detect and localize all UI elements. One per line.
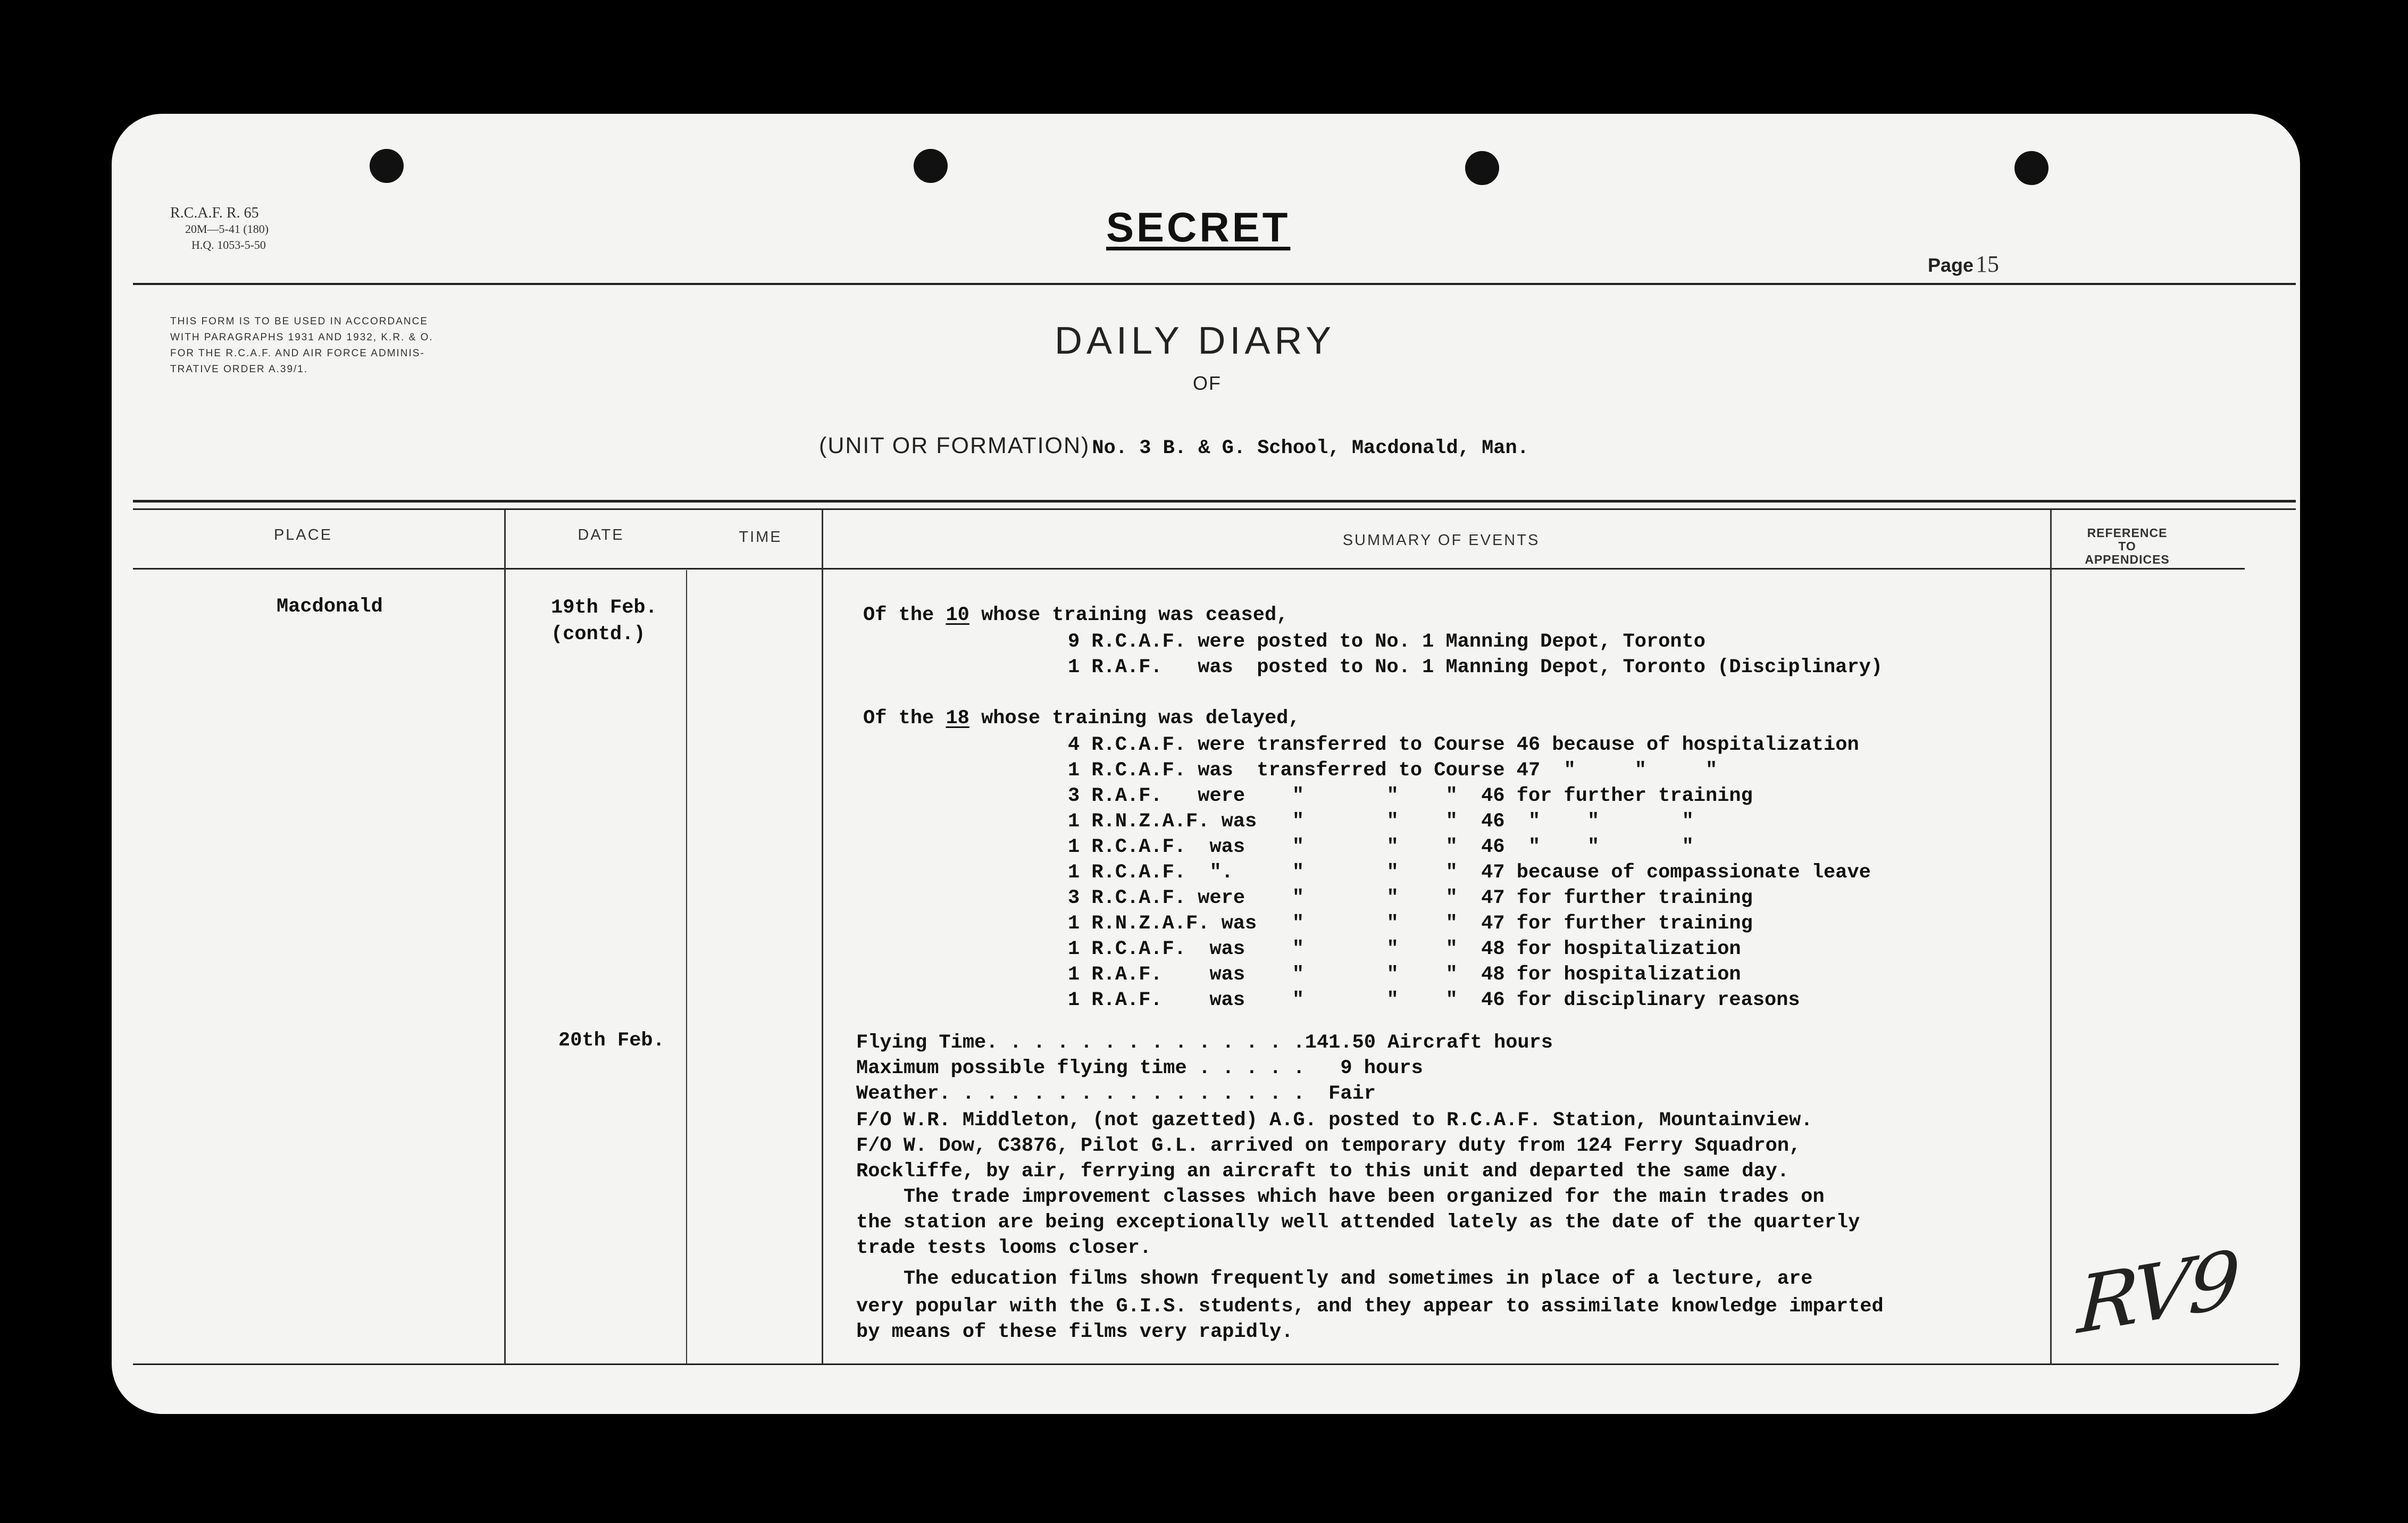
unit-label: (UNIT OR FORMATION) bbox=[819, 433, 1090, 458]
summary-intro-delayed bbox=[863, 707, 1300, 730]
entry-place: Macdonald bbox=[277, 596, 383, 618]
punch-hole bbox=[2014, 151, 2049, 185]
summary-line: Flying Time. . . . . . . . . . . . . .141.50 Aircraft hours bbox=[856, 1032, 1553, 1054]
col-header-reference-line: APPENDICES bbox=[2085, 553, 2170, 566]
col-header-place: PLACE bbox=[273, 526, 333, 543]
summary-line: 3 R.C.A.F. were " " " 47 for further training bbox=[1068, 887, 1753, 909]
handwritten-initials: RV9 bbox=[2076, 1233, 2239, 1352]
form-title-of: OF bbox=[1193, 372, 1222, 394]
header-row-rule bbox=[133, 568, 2245, 570]
unit-line bbox=[819, 433, 1529, 459]
column-divider bbox=[504, 510, 506, 1363]
summary-line: Rockliffe, by air, ferrying an aircraft to this unit and departed the same day. bbox=[856, 1160, 1790, 1183]
unit-value: No. 3 B. & G. School, Macdonald, Man. bbox=[1092, 437, 1529, 459]
summary-line: by means of these films very rapidly. bbox=[856, 1321, 1293, 1343]
diary-form-card bbox=[112, 114, 2300, 1414]
usage-note-line: FOR THE R.C.A.F. AND AIR FORCE ADMINIS- bbox=[170, 348, 425, 359]
summary-line: 1 R.C.A.F. was " " " 46 " " " bbox=[1068, 836, 1694, 858]
summary-intro-count: 10 bbox=[946, 604, 969, 626]
entry-date: 19th Feb. bbox=[551, 597, 657, 619]
summary-line: 4 R.C.A.F. were transferred to Course 46 because of hospitalization bbox=[1068, 734, 1859, 756]
summary-line: trade tests looms closer. bbox=[856, 1237, 1152, 1259]
summary-line: very popular with the G.I.S. students, and they appear to assimilate knowledge imparted bbox=[856, 1295, 1884, 1318]
summary-line: F/O W.R. Middleton, (not gazetted) A.G. posted to R.C.A.F. Station, Mountainview. bbox=[856, 1109, 1813, 1132]
form-code-line: H.Q. 1053-5-50 bbox=[191, 238, 266, 252]
entry-date-contd: (contd.) bbox=[551, 623, 646, 646]
col-header-date: DATE bbox=[578, 526, 624, 543]
summary-intro-text: whose training was delayed, bbox=[969, 707, 1300, 730]
classification-stamp: SECRET bbox=[1106, 204, 1291, 250]
summary-line: 3 R.A.F. were " " " 46 for further training bbox=[1068, 785, 1753, 807]
punch-hole bbox=[1465, 151, 1499, 185]
summary-intro-count: 18 bbox=[946, 707, 969, 730]
summary-line: the station are being exceptionally well attended lately as the date of the quarterly bbox=[856, 1211, 1860, 1234]
punch-hole bbox=[914, 149, 948, 183]
summary-line: Maximum possible flying time . . . . . 9 hours bbox=[856, 1057, 1423, 1080]
col-header-reference-line: TO bbox=[2118, 539, 2136, 553]
summary-line: 1 R.C.A.F. was transferred to Course 47 " " " bbox=[1068, 759, 1718, 782]
page-number-value: 15 bbox=[1976, 251, 2000, 277]
summary-line: 1 R.N.Z.A.F. was " " " 47 for further training bbox=[1068, 913, 1753, 935]
summary-line: The education films shown frequently and sometimes in place of a lecture, are bbox=[856, 1268, 1813, 1290]
header-divider bbox=[133, 283, 2296, 285]
col-header-summary: SUMMARY OF EVENTS bbox=[1342, 532, 1540, 549]
summary-intro-text: Of the bbox=[863, 707, 946, 730]
usage-note-line: WITH PARAGRAPHS 1931 AND 1932, K.R. & O. bbox=[170, 332, 433, 343]
summary-line: 1 R.A.F. was " " " 48 for hospitalization bbox=[1068, 964, 1741, 986]
entry-date: 20th Feb. bbox=[558, 1030, 665, 1052]
summary-line: 1 R.N.Z.A.F. was " " " 46 " " " bbox=[1068, 810, 1694, 833]
punch-hole bbox=[370, 149, 404, 183]
summary-intro-text: whose training was ceased, bbox=[969, 604, 1289, 626]
col-header-reference-line: REFERENCE bbox=[2087, 526, 2168, 540]
summary-intro-ceased bbox=[863, 604, 1288, 626]
summary-line: 1 R.A.F. was posted to No. 1 Manning Depot, Toronto (Disciplinary) bbox=[1068, 656, 1883, 679]
form-title: DAILY DIARY bbox=[1055, 320, 1336, 362]
summary-intro-text: Of the bbox=[863, 604, 946, 626]
summary-line: The trade improvement classes which have been organized for the main trades on bbox=[856, 1186, 1825, 1208]
table-top-rule bbox=[133, 508, 2296, 510]
usage-note-line: TRATIVE ORDER A.39/1. bbox=[170, 364, 308, 375]
table-top-rule bbox=[133, 500, 2296, 503]
column-divider bbox=[2050, 510, 2052, 1363]
summary-line: 1 R.A.F. was " " " 46 for disciplinary reasons bbox=[1068, 989, 1800, 1011]
form-code-line: R.C.A.F. R. 65 bbox=[170, 205, 259, 221]
col-header-reference bbox=[2053, 526, 2202, 566]
summary-line: Weather. . . . . . . . . . . . . . . . Fair bbox=[856, 1083, 1376, 1105]
usage-note-line: THIS FORM IS TO BE USED IN ACCORDANCE bbox=[170, 316, 429, 327]
form-code-line: 20M—5-41 (180) bbox=[185, 222, 269, 236]
page-number bbox=[1928, 251, 2000, 277]
page-label: Page bbox=[1928, 254, 1974, 276]
summary-line: F/O W. Dow, C3876, Pilot G.L. arrived on temporary duty from 124 Ferry Squadron, bbox=[856, 1135, 1801, 1157]
summary-line: 1 R.C.A.F. was " " " 48 for hospitalization bbox=[1068, 938, 1741, 960]
summary-line: 1 R.C.A.F. ". " " " 47 because of compassionate leave bbox=[1068, 861, 1871, 884]
column-divider bbox=[686, 570, 687, 1363]
col-header-time: TIME bbox=[739, 529, 782, 546]
usage-note bbox=[170, 314, 433, 378]
column-divider bbox=[822, 510, 823, 1363]
form-code bbox=[170, 205, 269, 253]
summary-line: 9 R.C.A.F. were posted to No. 1 Manning Depot, Toronto bbox=[1068, 631, 1705, 653]
table-bottom-rule bbox=[133, 1363, 2279, 1365]
